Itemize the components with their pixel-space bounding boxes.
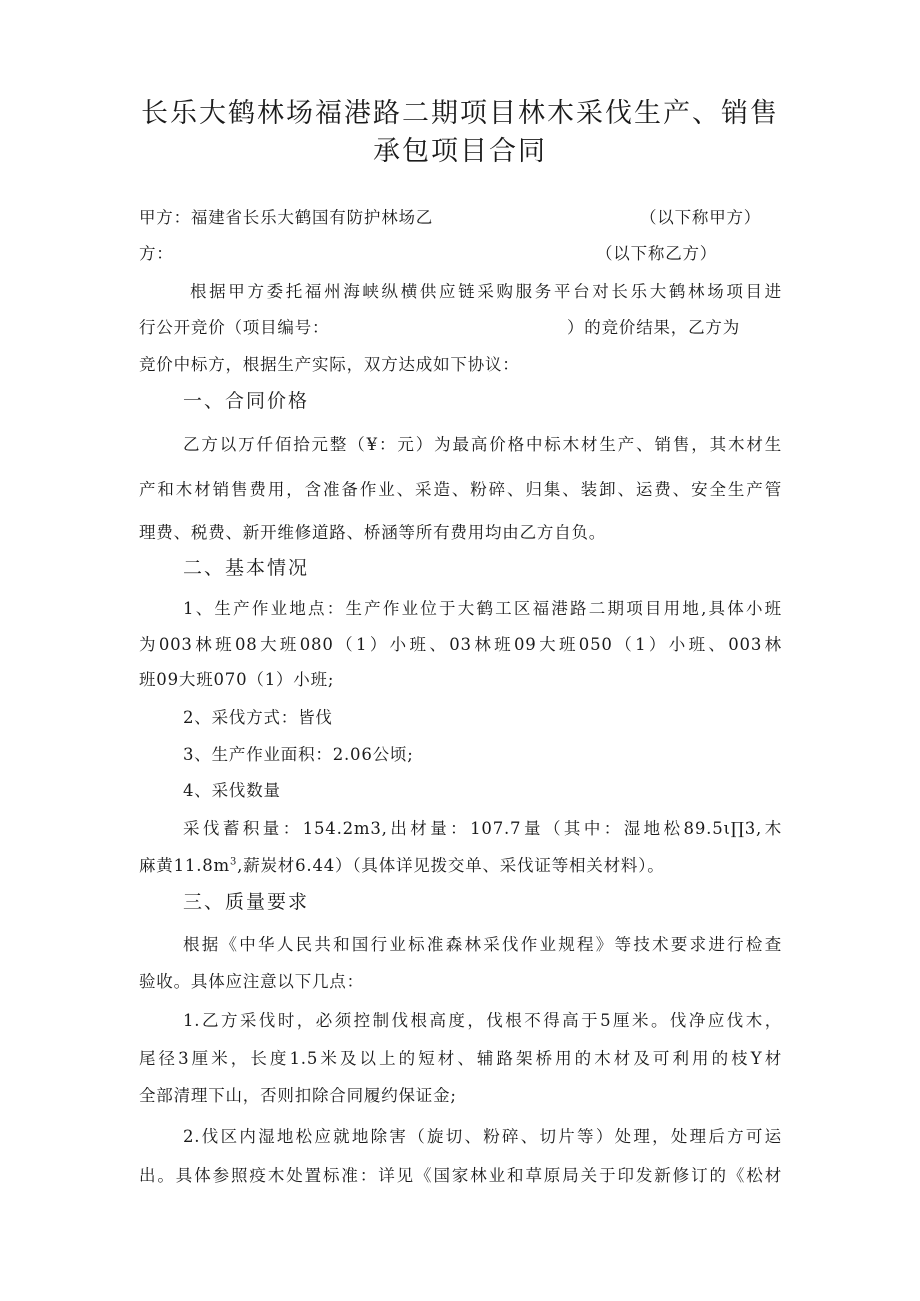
intro-line-3: 竞价中标方，根据生产实际，双方达成如下协议： (139, 355, 520, 374)
section-1-heading: 一、合同价格 (183, 390, 310, 412)
section-3-p2-line-2: 出。具体参照疫木处置标准：详见《国家林业和草原局关于印发新修订的《松材 (139, 1166, 782, 1185)
section-2-item-4: 4、采伐数量 (183, 781, 281, 800)
section-3-p1-line-1: 1.乙方采伐时，必须控制伐根高度，伐根不得高于5厘米。伐净应伐木， (183, 1011, 782, 1030)
section-1-line-3: 理费、税费、新开维修道路、桥涵等所有费用均由乙方自负。 (139, 523, 607, 542)
section-2-heading: 二、基本情况 (183, 557, 310, 579)
party-b-note: （以下称乙方） (596, 244, 718, 263)
cubic-superscript: 3 (229, 856, 238, 868)
title-line-2: 承包项目合同 (373, 136, 547, 167)
intro-line-2b: ）的竞价结果，乙方为 (567, 318, 740, 337)
party-a-note: （以下称甲方） (640, 208, 762, 227)
section-3-p1-line-3: 全部清理下山，否则扣除合同履约保证金; (139, 1086, 457, 1105)
section-3-intro-line-2: 验收。具体应注意以下几点： (139, 972, 364, 991)
section-2-item-2: 2、采伐方式：皆伐 (183, 708, 333, 727)
section-2-item-1-line-3: 班09大班070（1）小班; (139, 670, 335, 689)
section-1-line-1: 乙方以万仟佰拾元整（¥：元）为最高价格中标木材生产、销售，其木材生 (183, 435, 782, 454)
title-line-1: 长乐大鹤林场福港路二期项目林木采伐生产、销售 (141, 98, 779, 129)
intro-line-2a: 行公开竞价（项目编号： (139, 318, 330, 337)
section-2-item-4-line-1: 采伐蓄积量：154.2m3,出材量：107.7量（其中：湿地松89.5ι∏3,木 (183, 819, 782, 838)
intro-line-1: 根据甲方委托福州海峡纵横供应链采购服务平台对长乐大鹤林场项目进 (190, 282, 782, 301)
section-2-item-3: 3、生产作业面积：2.06公顷; (183, 745, 414, 764)
section-2-item-4-line-2a: 麻黄11.8m (139, 856, 230, 875)
section-2-item-1-line-1: 1、生产作业地点：生产作业位于大鹤工区福港路二期项目用地,具体小班 (183, 599, 782, 618)
section-2-item-1-line-2: 为003林班08大班080（1）小班、03林班09大班050（1）小班、003林 (139, 635, 782, 654)
section-3-p2-line-1: 2.伐区内湿地松应就地除害（旋切、粉碎、切片等）处理，处理后方可运 (183, 1127, 782, 1146)
section-3-p1-line-2: 尾径3厘米，长度1.5米及以上的短材、辅路架桥用的木材及可利用的枝Y材 (139, 1049, 782, 1068)
section-3-heading: 三、质量要求 (183, 891, 310, 913)
section-2-item-4-line-2 (139, 855, 665, 877)
party-b-text: 方： (139, 244, 174, 263)
section-3-intro-line-1: 根据《中华人民共和国行业标准森林采伐作业规程》等技术要求进行检查 (183, 935, 782, 954)
section-2-item-4-line-2b: ,薪炭材6.44）（具体详见拨交单、采伐证等相关材料）。 (237, 856, 665, 875)
party-a-text: 甲方：福建省长乐大鹤国有防护林场乙 (139, 208, 434, 227)
section-1-line-2: 产和木材销售费用，含准备作业、采造、粉碎、归集、装卸、运费、安全生产管 (139, 480, 782, 499)
